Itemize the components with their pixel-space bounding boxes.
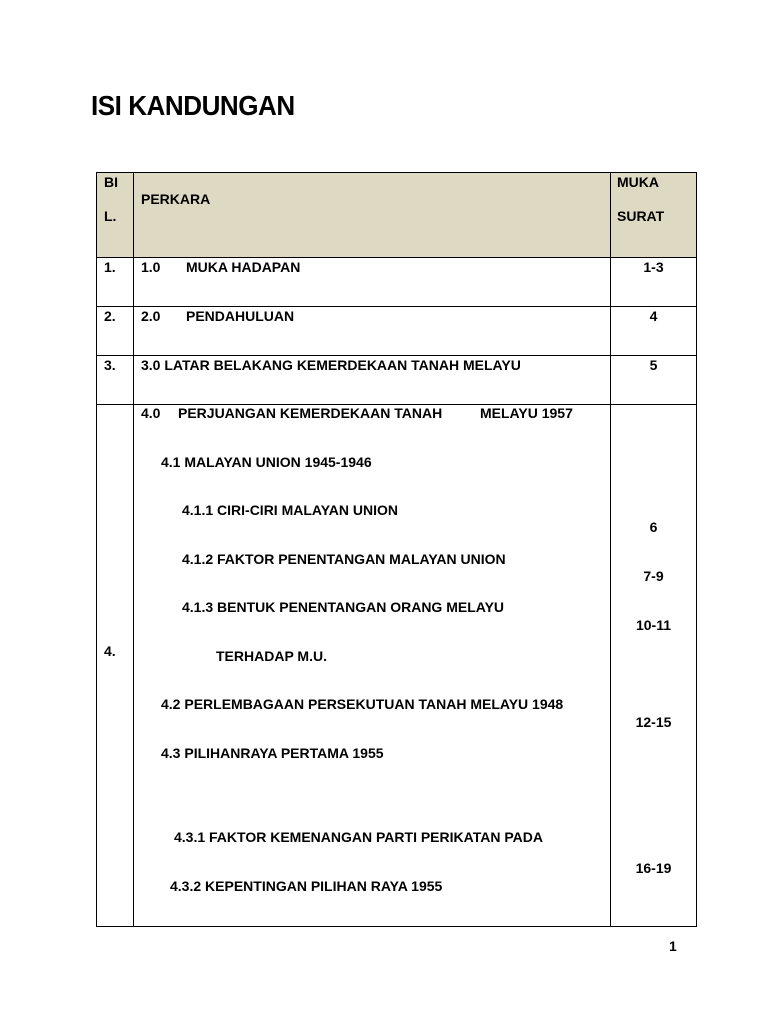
subsection-item: 4.1.3 BENTUK PENENTANGAN ORANG MELAYU: [182, 599, 505, 615]
subsection-item: 4.2 PERLEMBAGAAN PERSEKUTUAN TANAH MELAYU 1948: [161, 696, 564, 712]
page-range: 16-19: [635, 860, 672, 876]
subsection-item: 4.1.2 FAKTOR PENENTANGAN MALAYAN UNION: [182, 551, 506, 567]
subsection-item: TERHADAP M.U.: [216, 648, 327, 664]
page-title: ISI KANDUNGAN: [91, 90, 295, 121]
table-row: [97, 307, 697, 356]
subsection-item: 4.1.1 CIRI-CIRI MALAYAN UNION: [182, 502, 399, 518]
section-number: 2.0: [141, 308, 161, 324]
section-title: PENDAHULUAN: [186, 308, 295, 324]
section-number: 1.0: [141, 259, 161, 275]
table-header-row: [97, 173, 697, 258]
row-bil: 3.: [104, 357, 116, 373]
table-row: [97, 405, 697, 927]
header-bil-cell: [97, 173, 134, 258]
header-muka-cell: [611, 173, 697, 258]
row-bil: 2.: [104, 308, 116, 324]
page-range: 12-15: [635, 714, 672, 730]
section-title: PERJUANGAN KEMERDEKAAN TANAH: [178, 405, 443, 421]
header-bil-line2: L.: [104, 208, 117, 224]
page-range: 10-11: [635, 617, 672, 633]
header-perkara: PERKARA: [141, 191, 211, 207]
table-row: [97, 258, 697, 307]
page-range: 6: [649, 519, 658, 535]
section-title: MUKA HADAPAN: [186, 259, 301, 275]
subsection-item: 4.3.2 KEPENTINGAN PILIHAN RAYA 1955: [170, 878, 443, 894]
contents-table: [96, 172, 697, 927]
header-muka-line2: SURAT: [617, 208, 665, 224]
table-row: [97, 356, 697, 405]
page-range: 7-9: [643, 568, 664, 584]
section-title-tail: MELAYU 1957: [480, 405, 573, 421]
subsection-item: 4.3.1 FAKTOR KEMENANGAN PARTI PERIKATAN PADA: [174, 829, 543, 845]
page-number: 1: [669, 938, 677, 954]
row-bil: 1.: [104, 259, 116, 275]
header-bil-line1: BI: [104, 174, 118, 190]
row-bil: 4.: [104, 643, 116, 659]
section-number: 4.0: [141, 405, 161, 421]
page-range: 1-3: [643, 259, 664, 275]
subsection-item: 4.1 MALAYAN UNION 1945-1946: [161, 454, 372, 470]
section-title: 3.0 LATAR BELAKANG KEMERDEKAAN TANAH MELAYU: [141, 357, 521, 373]
header-muka-line1: MUKA: [617, 174, 659, 190]
subsection-item: 4.3 PILIHANRAYA PERTAMA 1955: [161, 745, 384, 761]
page-range: 4: [649, 308, 658, 324]
page-range: 5: [649, 357, 658, 373]
header-perkara-cell: [134, 173, 611, 258]
